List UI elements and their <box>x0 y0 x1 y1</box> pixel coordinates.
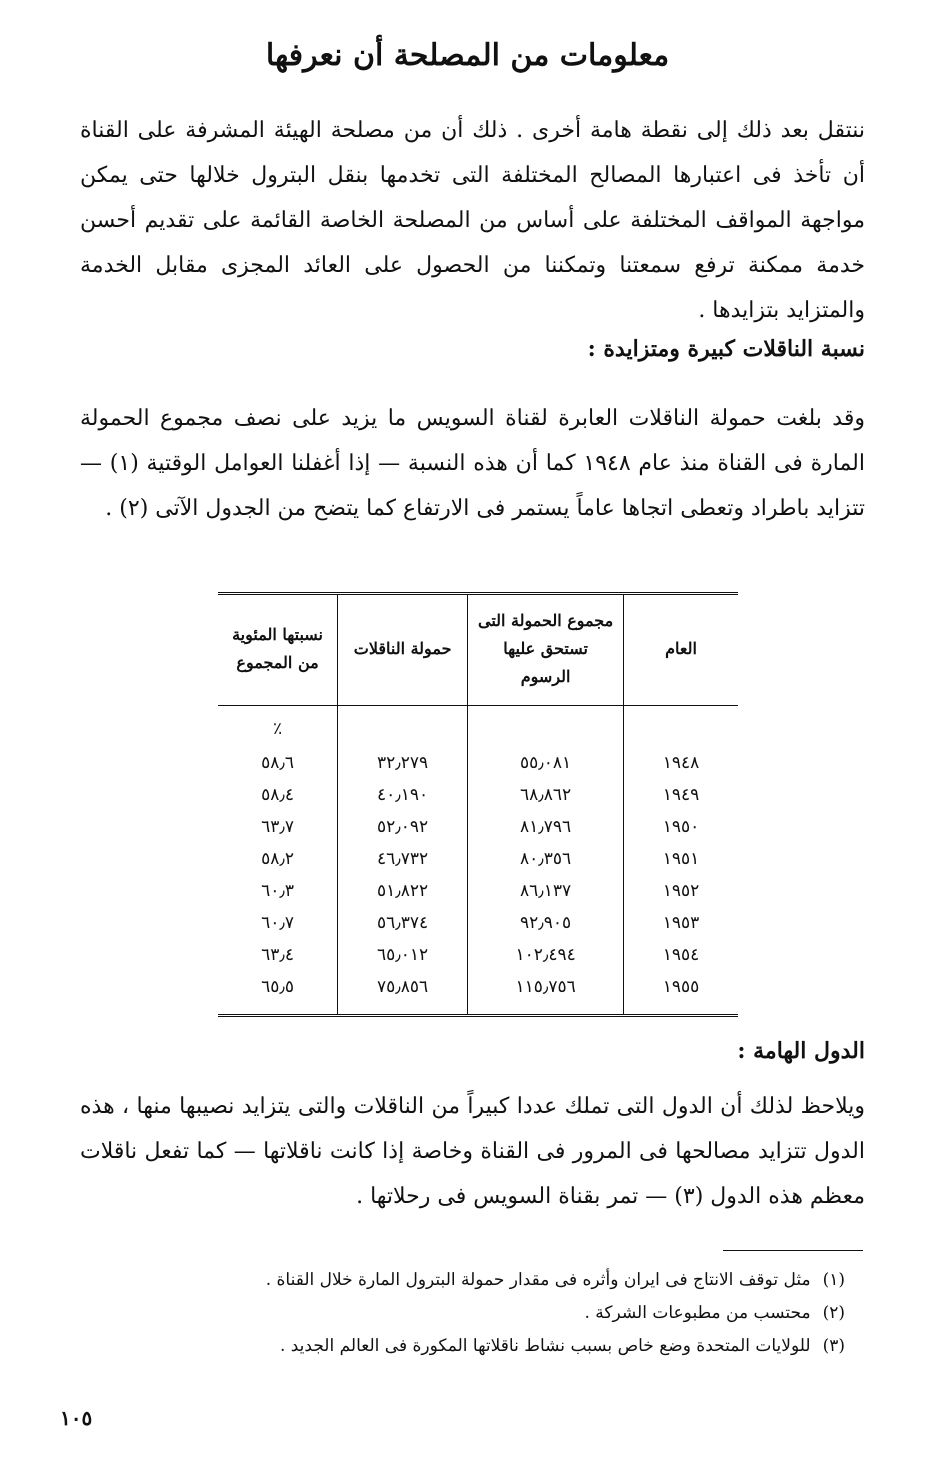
table-header-row <box>218 594 738 706</box>
cell-year: ١٩٤٨ <box>624 747 738 779</box>
cell-year: ١٩٥٣ <box>624 907 738 939</box>
cell-percent: ٦٥٫٥ <box>261 977 295 997</box>
table-row <box>218 811 738 843</box>
footnote-number: (٣) <box>822 1336 845 1356</box>
cell-total: ٩٢٫٩٠٥ <box>468 907 624 939</box>
cell-tankers: ٦٥٫٠١٢ <box>338 939 468 971</box>
section-heading-important-countries: الدول الهامة : <box>737 1038 865 1064</box>
page-title: معلومات من المصلحة أن نعرفها <box>265 38 670 73</box>
table-row <box>218 779 738 811</box>
cell-percent: ٦٣٫٧ <box>261 817 295 837</box>
table-row <box>218 843 738 875</box>
footnote-divider <box>723 1250 863 1251</box>
footnote-number: (٢) <box>822 1303 845 1323</box>
cell-year: ١٩٤٩ <box>624 779 738 811</box>
footnote <box>145 1330 845 1363</box>
cell-total: ٦٨٫٨٦٢ <box>468 779 624 811</box>
table-row <box>218 747 738 779</box>
table-row <box>218 939 738 971</box>
cell-total: ١٠٢٫٤٩٤ <box>468 939 624 971</box>
footnote <box>145 1297 845 1330</box>
cell-total: ٨٠٫٣٥٦ <box>468 843 624 875</box>
cell-total: ٥٥٫٠٨١ <box>468 747 624 779</box>
percent-unit: ٪ <box>272 719 283 739</box>
footnote-text: للولايات المتحدة وضع خاص بسبب نشاط ناقلاتها المكورة فى العالم الجديد . <box>279 1336 811 1356</box>
header-total-tonnage: مجموع الحمولة التى تستحق عليها الرسوم <box>468 594 624 706</box>
cell-percent: ٦٣٫٤ <box>261 945 295 965</box>
table-row <box>218 971 738 1016</box>
cell-tankers: ٤٠٫١٩٠ <box>338 779 468 811</box>
cell-percent: ٦٠٫٣ <box>261 881 295 901</box>
table-row <box>218 907 738 939</box>
cell-tankers: ٤٦٫٧٣٢ <box>338 843 468 875</box>
cell-tankers: ٧٥٫٨٥٦ <box>338 971 468 1016</box>
cell-year: ١٩٥١ <box>624 843 738 875</box>
cell-year: ١٩٥٥ <box>624 971 738 1016</box>
cell-tankers: ٥٢٫٠٩٢ <box>338 811 468 843</box>
cell-tankers: ٣٢٫٢٧٩ <box>338 747 468 779</box>
header-tanker-tonnage: حمولة الناقلات <box>338 594 468 706</box>
tanker-tonnage-table <box>218 592 738 1017</box>
cell-total: ٨٦٫١٣٧ <box>468 875 624 907</box>
cell-percent: ٥٨٫٦ <box>261 753 295 773</box>
footnote-text: محتسب من مطبوعات الشركة . <box>584 1303 811 1323</box>
footnote-text: مثل توقف الانتاج فى ايران وأثره فى مقدار حمولة البترول المارة خلال القناة . <box>265 1270 811 1290</box>
header-year: العام <box>624 594 738 706</box>
page-number: ١٠٥ <box>60 1406 93 1430</box>
intro-paragraph: ننتقل بعد ذلك إلى نقطة هامة أخرى . ذلك أن من مصلحة الهيئة المشرفة على القناة أن تأخذ فى اعتبارها المصالح المختلفة التى تخدمها بنقل البترول خلالها حتى يمكن مواجهة المواقف المختلفة على أساس من المصلحة الخاصة القائمة على تقديم أحسن خدمة ممكنة ترفع سمعتنا وتمكننا من الحصول على العائد المجزى مقابل الخدمة والمتزايد بتزايدها . <box>80 118 865 323</box>
cell-year: ١٩٥٢ <box>624 875 738 907</box>
cell-percent: ٥٨٫٤ <box>261 785 295 805</box>
important-countries-paragraph: ويلاحظ لذلك أن الدول التى تملك عددا كبيراً من الناقلات والتى يتزايد نصيبها منها ، هذه الدول تتزايد مصالحها فى المرور فى القناة وخاصة إذا كانت ناقلاتها — كما تفعل ناقلات معظم هذه الدول (٣) — تمر بقناة السويس فى رحلاتها . <box>80 1094 865 1209</box>
table-unit-row <box>218 706 738 748</box>
cell-year: ١٩٥٠ <box>624 811 738 843</box>
cell-total: ١١٥٫٧٥٦ <box>468 971 624 1016</box>
cell-tankers: ٥٦٫٣٧٤ <box>338 907 468 939</box>
footnote <box>145 1264 845 1297</box>
cell-percent: ٦٠٫٧ <box>261 913 295 933</box>
cell-tankers: ٥١٫٨٢٢ <box>338 875 468 907</box>
cell-total: ٨١٫٧٩٦ <box>468 811 624 843</box>
cell-year: ١٩٥٤ <box>624 939 738 971</box>
section-heading-tanker-ratio: نسبة الناقلات كبيرة ومتزايدة : <box>587 336 865 362</box>
cell-percent: ٥٨٫٢ <box>261 849 295 869</box>
footnotes <box>145 1264 845 1363</box>
header-percentage: نسبتها المئوية من المجموع <box>218 594 338 706</box>
table-row <box>218 875 738 907</box>
tanker-ratio-paragraph: وقد بلغت حمولة الناقلات العابرة لقناة السويس ما يزيد على نصف مجموع الحمولة المارة فى القناة منذ عام ١٩٤٨ كما أن هذه النسبة — إذا أغفلنا العوامل الوقتية (١) — تتزايد باطراد وتعطى اتجاها عاماً يستمر فى الارتفاع كما يتضح من الجدول الآتى (٢) . <box>80 406 865 521</box>
footnote-number: (١) <box>822 1270 845 1290</box>
